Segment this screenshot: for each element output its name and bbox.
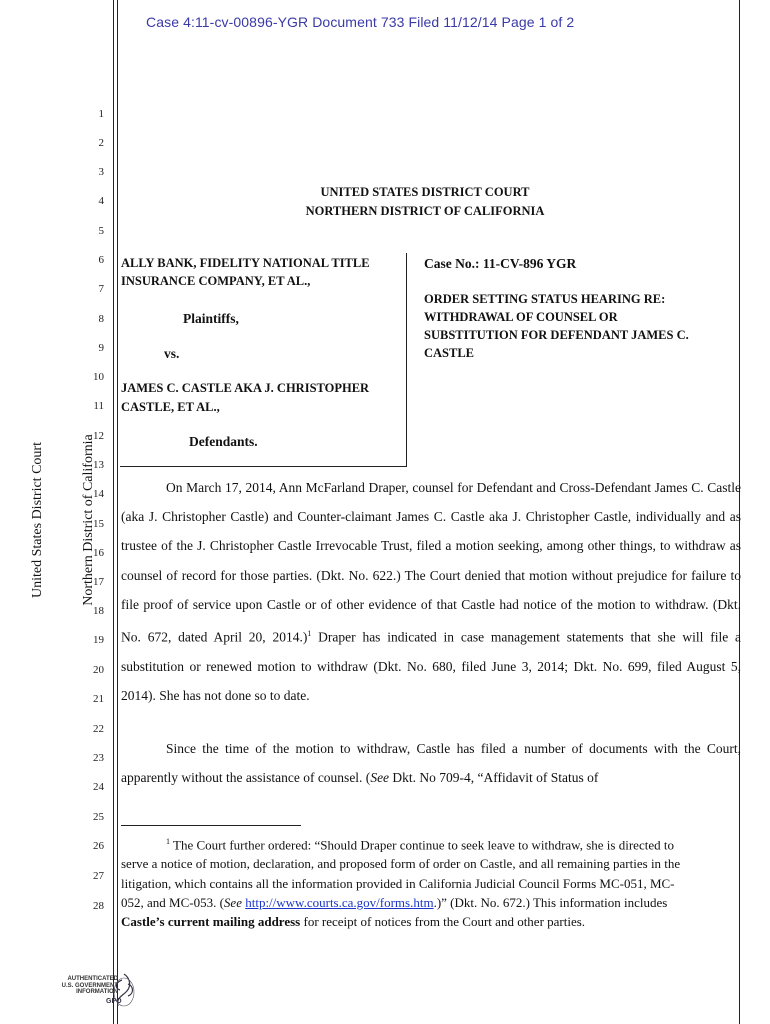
- footnote-text: The Court further ordered: “Should Draper continue to seek leave to withdraw, she is directed to serve a notice of motion, declaration, and proposed form of order on Castle, and all remaining parties in the litigation, which contains all the information provided in California Judicial Council Forms MC-051, MC-052, and MC-053. (: [121, 837, 681, 910]
- line-number: 1: [98, 108, 104, 120]
- line-number: 3: [98, 166, 104, 178]
- gpo-mark: GPO: [106, 998, 122, 1005]
- footnote-separator: [121, 825, 301, 826]
- case-number: Case No.: 11-CV-896 YGR: [424, 256, 577, 271]
- line-number: 4: [98, 195, 104, 207]
- sidebar-district-text: Northern District of California: [81, 434, 96, 606]
- line-number: 26: [93, 840, 104, 852]
- court-title-line2: NORTHERN DISTRICT OF CALIFORNIA: [305, 204, 545, 218]
- line-number: 21: [93, 693, 104, 705]
- left-margin-rule: [113, 0, 114, 1024]
- footnote-bold-text: Castle’s current mailing address: [121, 913, 301, 929]
- body-paragraph-2-continued: Dkt. No 709-4, “Affidavit of Status of: [389, 770, 599, 786]
- line-number: 13: [93, 459, 104, 471]
- court-title-line1: UNITED STATES DISTRICT COURT: [320, 185, 530, 199]
- line-number: 10: [93, 371, 104, 383]
- body-paragraph-2-text: Since the time of the motion to withdraw, Castle has filed a number of documents with the Court, apparently without the assistance of counsel. (: [121, 741, 741, 786]
- plaintiffs-line2: INSURANCE COMPANY, ET AL.,: [121, 274, 311, 288]
- line-number: 20: [93, 664, 104, 676]
- line-number: 28: [93, 900, 104, 912]
- line-number: 9: [98, 342, 104, 354]
- defendants-line2: CASTLE, ET AL.,: [121, 400, 220, 414]
- gpo-seal-line1: AUTHENTICATED: [67, 976, 118, 982]
- left-margin-rule-inner: [117, 0, 118, 1024]
- order-title-line3: SUBSTITUTION FOR DEFENDANT JAMES C.: [424, 328, 689, 342]
- line-number: 19: [93, 634, 104, 646]
- sidebar-court-name: United States District Court: [30, 442, 45, 598]
- line-number: 17: [93, 576, 104, 588]
- line-number: 2: [98, 137, 104, 149]
- filing-header-stamp: Case 4:11-cv-00896-YGR Document 733 Filed 11/12/14 Page 1 of 2: [146, 14, 575, 30]
- body-paragraph-1: [121, 473, 741, 710]
- caption-box-right-rule: [406, 253, 407, 467]
- line-number: 6: [98, 254, 104, 266]
- line-number: 11: [93, 400, 104, 412]
- footnote-text-continued: .)” (Dkt. No. 672.) This information includes: [433, 894, 668, 910]
- defendants-label: Defendants.: [189, 434, 258, 449]
- defendants-line1: JAMES C. CASTLE AKA J. CHRISTOPHER: [121, 381, 370, 395]
- line-number: 8: [98, 313, 104, 325]
- gpo-seal-line3: INFORMATION: [76, 989, 118, 995]
- see-signal: See: [370, 770, 390, 786]
- line-number: 7: [98, 283, 104, 295]
- line-number: 5: [98, 225, 104, 237]
- body-paragraph-2: [121, 734, 741, 792]
- footnote-number: 1: [166, 837, 170, 846]
- line-number: 14: [93, 488, 104, 500]
- versus: vs.: [164, 346, 180, 361]
- order-title-line2: WITHDRAWAL OF COUNSEL OR: [424, 310, 618, 324]
- line-number: 22: [93, 723, 104, 735]
- order-title-line1: ORDER SETTING STATUS HEARING RE:: [424, 292, 666, 306]
- plaintiffs-label: Plaintiffs,: [183, 311, 239, 326]
- gpo-eagle-icon: [102, 972, 142, 1012]
- body-paragraph-1-text: On March 17, 2014, Ann McFarland Draper, counsel for Defendant and Cross-Defendant James C. Castle (aka J. Christopher Castle) and Counter-claimant James C. Castle aka J. Christopher Castle, individually and as trustee of the J. Christopher Castle Irrevocable Trust, filed a motion seeking, among other things, to withdraw as counsel of record for those parties. (Dkt. No. 622.) The Court denied that motion without prejudice for failure to file proof of service upon Castle or of other evidence of that Castle had notice of the motion to withdraw. (Dkt. No. 672, dated April 20, 2014.): [121, 480, 741, 645]
- footnote-see-signal: See: [223, 894, 242, 910]
- line-number: 24: [93, 781, 104, 793]
- line-number: 15: [93, 518, 104, 530]
- court-title: [200, 183, 650, 221]
- line-number: 16: [93, 547, 104, 559]
- line-number: 18: [93, 605, 104, 617]
- sidebar-district: [53, 405, 96, 635]
- line-number: 25: [93, 811, 104, 823]
- order-title-line4: CASTLE: [424, 346, 475, 360]
- body-paragraph-1-continued: Draper has indicated in case management statements that she will file a substitution or renewed motion to withdraw (Dkt. No. 680, filed June 3, 2014; Dkt. No. 699, filed August 5, 2014). She has not done so to date.: [121, 629, 742, 703]
- line-number: 27: [93, 870, 104, 882]
- line-number: 12: [93, 430, 104, 442]
- plaintiffs-line1: ALLY BANK, FIDELITY NATIONAL TITLE: [121, 256, 370, 270]
- footnote-1: [121, 832, 681, 931]
- line-number: 23: [93, 752, 104, 764]
- forms-link[interactable]: http://www.courts.ca.gov/forms.htm: [245, 894, 434, 910]
- gpo-seal-line2: U.S. GOVERNMENT: [61, 982, 118, 989]
- caption-box-bottom-rule: [120, 466, 407, 467]
- gpo-authentication-seal: [40, 972, 140, 1012]
- footnote-reference[interactable]: 1: [307, 629, 312, 639]
- footnote-text-end: for receipt of notices from the Court and other parties.: [300, 913, 586, 929]
